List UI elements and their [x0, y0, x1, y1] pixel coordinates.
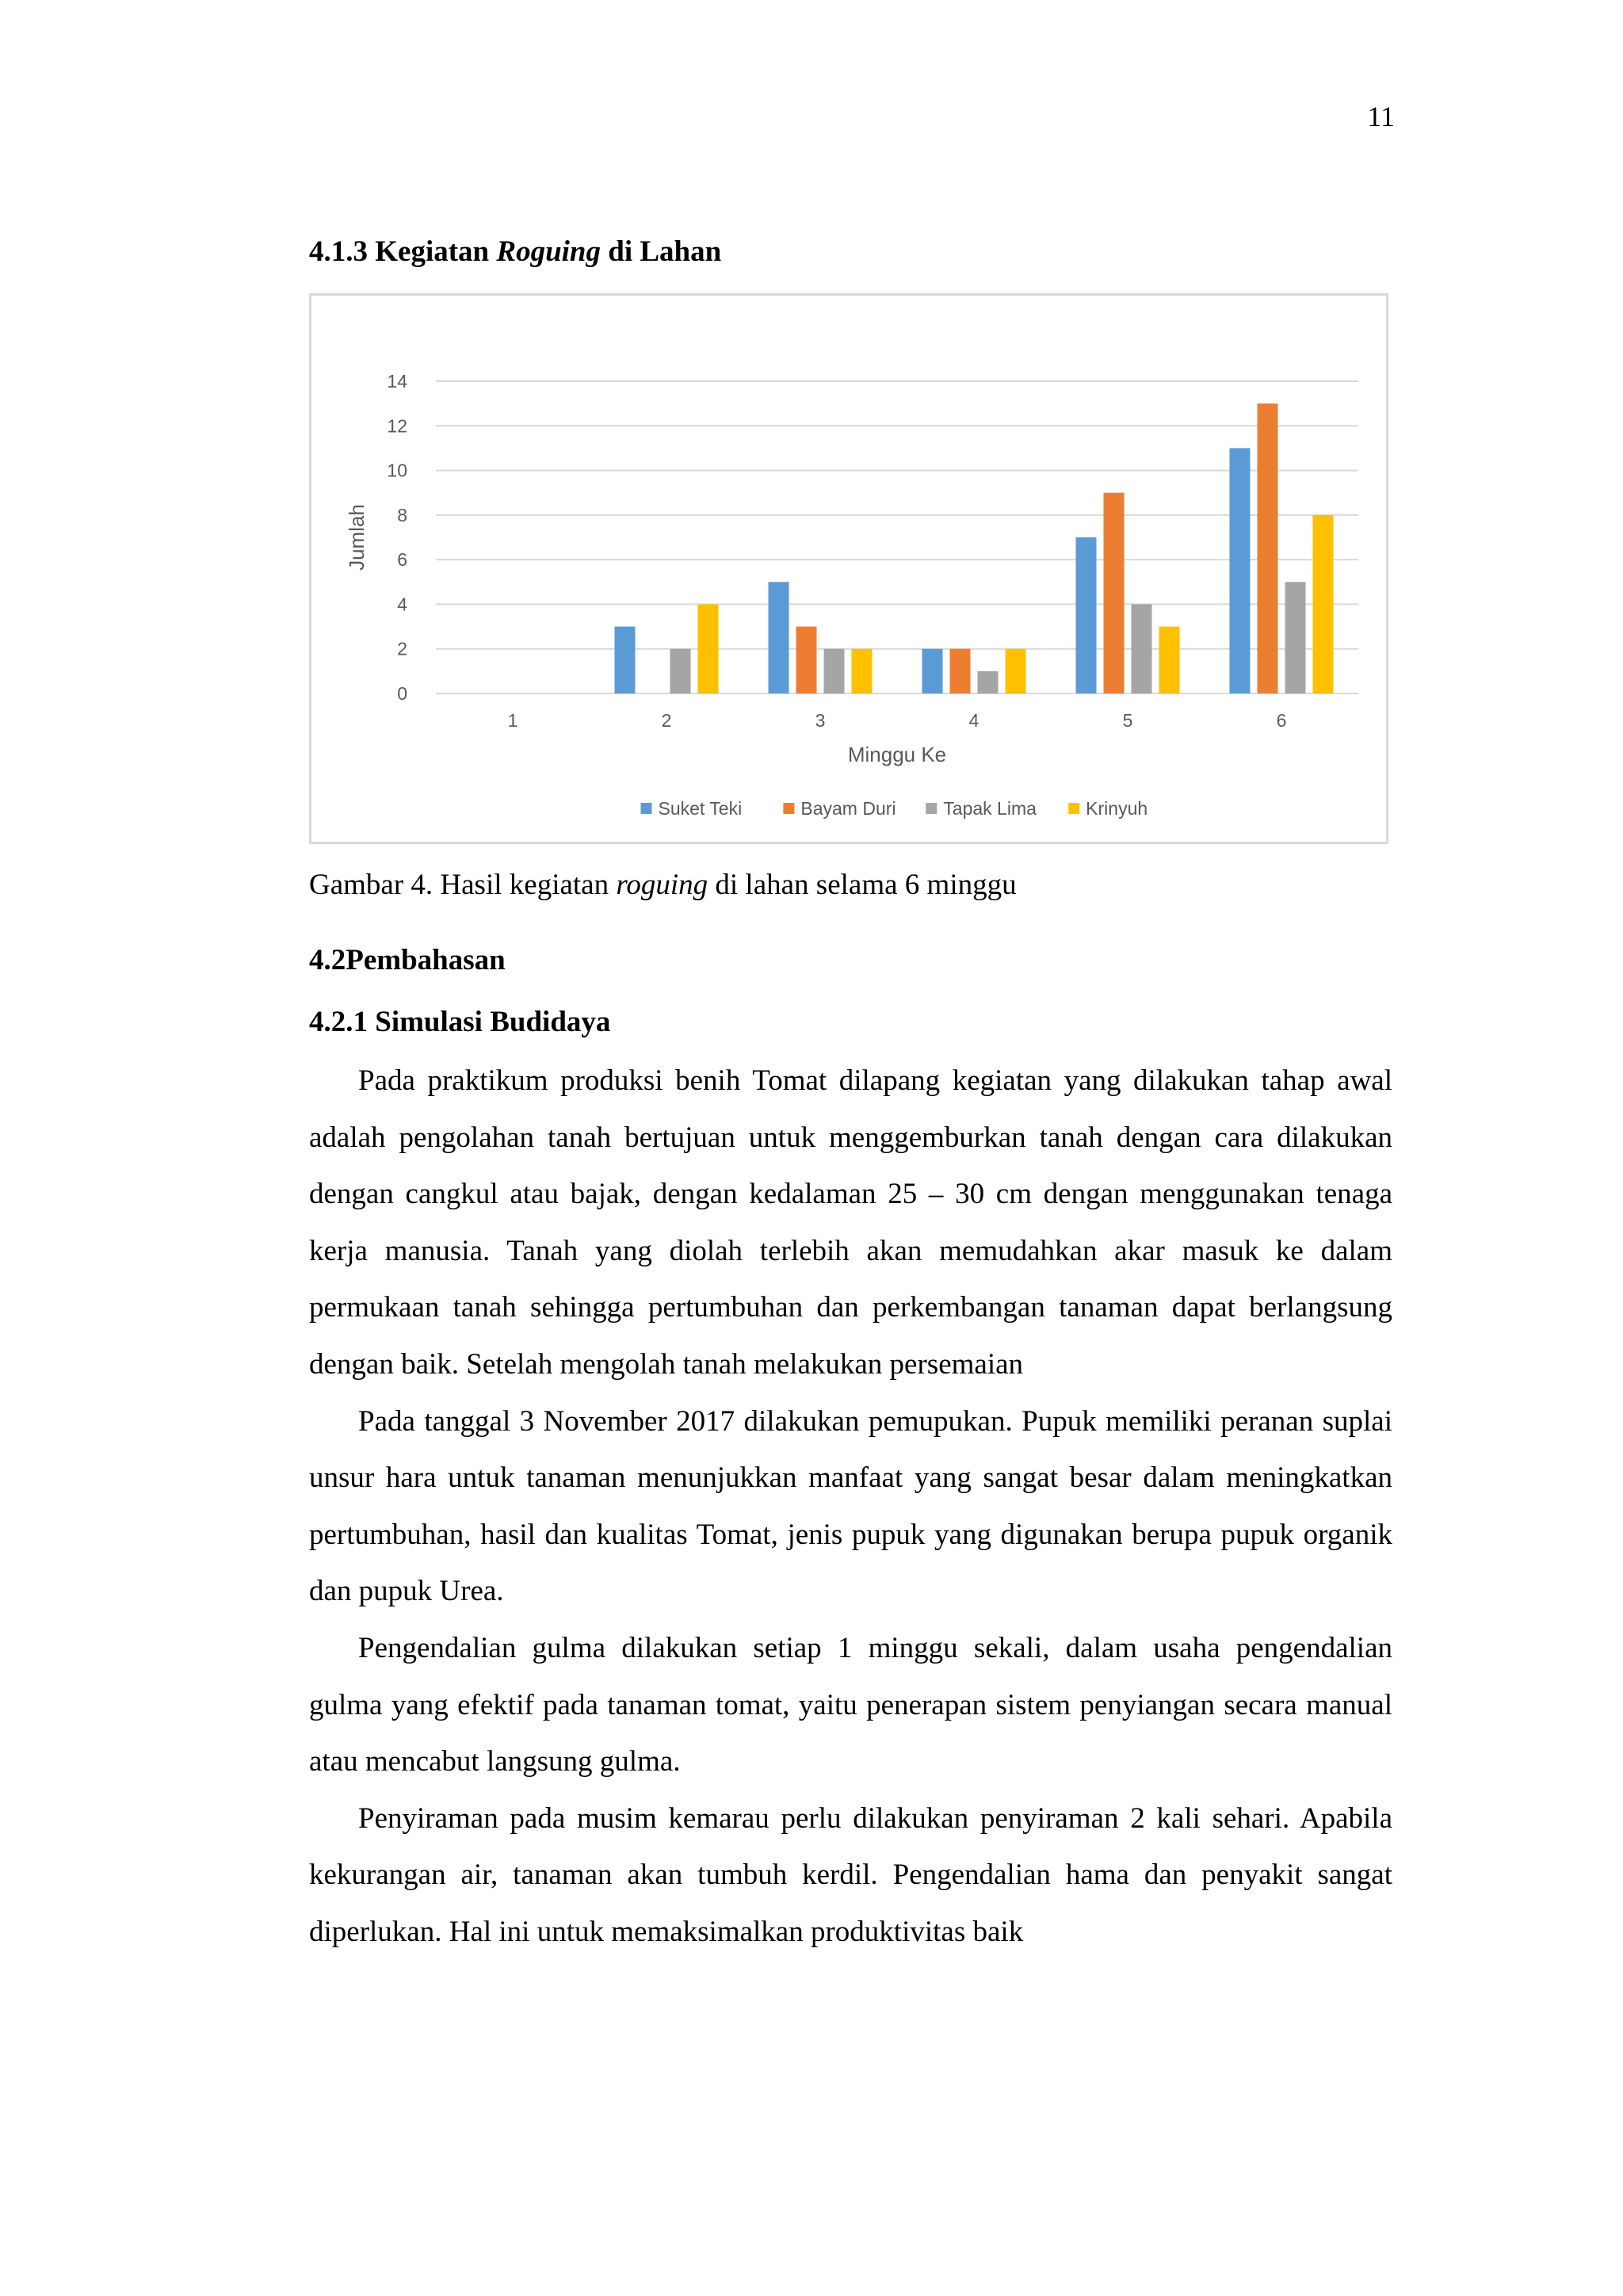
section-heading-4-2-1: 4.2.1 Simulasi Budidaya [309, 1006, 611, 1038]
section-heading-4-2: 4.2Pembahasan [309, 944, 506, 976]
bar [1076, 537, 1097, 693]
paragraph: Pengendalian gulma dilakukan setiap 1 minggu sekali, dalam usaha pengendalian gulma yang efektif pada tanaman tomat, yaitu penerapan sistem penyiangan secara manual atau mencabut langsung gulma. [309, 1631, 1392, 1778]
legend-swatch [1068, 803, 1079, 814]
x-tick-label: 5 [1122, 710, 1133, 731]
legend-swatch [783, 803, 794, 814]
y-tick-label: 10 [387, 460, 407, 481]
bar [852, 649, 873, 693]
paragraph: Pada tanggal 3 November 2017 dilakukan pemupukan. Pupuk memiliki peranan suplai unsur hara untuk tanaman menunjukkan manfaat yang sangat besar dalam meningkatkan pertumbuhan, hasil dan kualitas Tomat, jenis pupuk yang digunakan berupa pupuk organik dan pupuk Urea. [309, 1404, 1392, 1608]
bar [1006, 649, 1026, 693]
y-axis-title: Jumlah [345, 504, 369, 571]
caption-italic-term: roguing [616, 869, 708, 901]
y-tick-label: 2 [397, 638, 407, 659]
heading-text: 4.1.3 Kegiatan [309, 235, 497, 268]
bar [950, 649, 971, 693]
y-tick-label: 4 [397, 594, 407, 615]
y-tick-label: 6 [397, 549, 407, 571]
bar [698, 604, 719, 693]
paragraph: Penyiraman pada musim kemarau perlu dilakukan penyiraman 2 kali sehari. Apabila kekurangan air, tanaman akan tumbuh kerdil. Pengendalian hama dan penyakit sangat diperlukan. Hal ini untuk memaksimalkan produktivitas baik [309, 1801, 1392, 1948]
bar [922, 649, 943, 693]
bar [796, 627, 817, 693]
bar [1104, 493, 1125, 693]
legend-swatch [640, 803, 651, 814]
heading-text-suffix: di Lahan [601, 235, 722, 268]
y-tick-label: 8 [397, 504, 407, 525]
bar [824, 649, 845, 693]
x-tick-label: 2 [661, 710, 672, 731]
roguing-chart [309, 293, 1388, 844]
bar [1258, 403, 1278, 693]
x-tick-label: 6 [1276, 710, 1287, 731]
section-heading-4-1-3 [309, 235, 721, 269]
bar [1132, 604, 1152, 693]
bar [769, 582, 789, 693]
x-axis-title: Minggu Ke [847, 743, 947, 766]
bar [670, 649, 691, 693]
legend-label: Bayam Duri [800, 798, 896, 819]
legend-label: Suket Teki [658, 798, 743, 819]
bar [978, 671, 999, 693]
y-tick-label: 14 [387, 371, 407, 392]
bar [1230, 448, 1251, 693]
y-tick-label: 0 [397, 683, 407, 704]
body-text [309, 1052, 1392, 1961]
y-tick-label: 12 [387, 415, 407, 437]
legend-label: Krinyuh [1086, 798, 1148, 819]
bar-chart-svg [311, 296, 1386, 842]
heading-italic-term: Roguing [496, 235, 601, 268]
caption-text: Gambar 4. Hasil kegiatan [309, 869, 617, 901]
caption-text-suffix: di lahan selama 6 minggu [708, 869, 1017, 901]
x-tick-label: 1 [507, 710, 518, 731]
figure-caption [309, 868, 1017, 902]
bar [1159, 627, 1180, 693]
paragraph: Pada praktikum produksi benih Tomat dilapang kegiatan yang dilakukan tahap awal adalah pengolahan tanah bertujuan untuk menggemburkan tanah dengan cara dilakukan dengan cangkul atau bajak, dengan kedalaman 25 – 30 cm dengan menggunakan tenaga kerja manusia. Tanah yang diolah terlebih akan memudahkan akar masuk ke dalam permukaan tanah sehingga pertumbuhan dan perkembangan tanaman dapat berlangsung dengan baik. Setelah mengolah tanah melakukan persemaian [309, 1064, 1392, 1381]
bar [1313, 515, 1334, 693]
x-tick-label: 3 [815, 710, 826, 731]
bar [1285, 582, 1306, 693]
legend-swatch [926, 803, 937, 814]
legend-label: Tapak Lima [943, 798, 1037, 819]
x-tick-label: 4 [968, 710, 980, 731]
page-number: 11 [1367, 101, 1395, 132]
bar [615, 627, 636, 693]
